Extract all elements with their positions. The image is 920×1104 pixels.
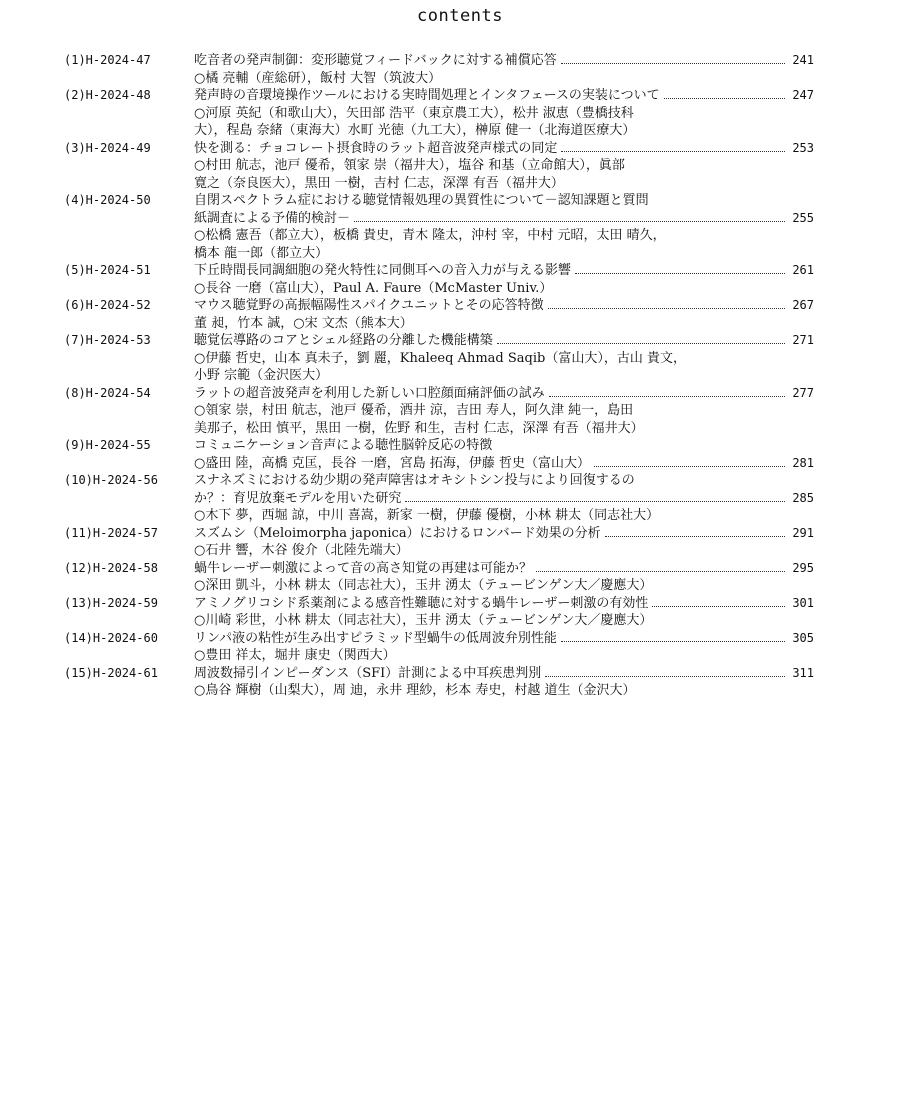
entry-code: (13)H-2024-59 <box>64 595 158 610</box>
entry-line-text: 発声時の音環境操作ツールにおける実時間処理とインタフェースの実装について <box>194 88 660 103</box>
entry-line <box>194 630 814 648</box>
entry-body <box>194 192 814 262</box>
entry-line-text: スナネズミにおける幼少期の発声障害はオキシトシン投与により回復するの <box>194 473 635 488</box>
entry-line <box>194 507 814 525</box>
leader-dots <box>664 98 785 99</box>
page-number: 255 <box>792 210 814 225</box>
entry-body <box>194 525 814 560</box>
entry-body <box>194 665 814 700</box>
entry-line-text: か？：育児放棄モデルを用いた研究 <box>194 490 402 506</box>
leader-dots <box>575 273 785 274</box>
entry-body <box>194 87 814 140</box>
leader-dots <box>354 221 785 222</box>
entry-line <box>194 560 814 578</box>
leader-dots <box>545 676 785 677</box>
entry-line-text: 周波数掃引インピーダンス（SFI）計測による中耳疾患判別 <box>194 665 542 681</box>
entry-line-text: ○深田 凱斗，小林 耕太（同志社大），玉井 湧太（テュービンゲン大／慶應大） <box>194 578 653 593</box>
entry-line <box>194 297 814 315</box>
entry-code: (6)H-2024-52 <box>64 298 151 312</box>
entry-body <box>194 262 814 297</box>
leader-dots <box>549 396 785 397</box>
page-number: 281 <box>792 455 814 470</box>
entry-line <box>194 665 814 683</box>
entry-line <box>194 262 814 280</box>
entry-line-text: 吃音者の発声制御：変形聴覚フィードバックに対する補償応答 <box>194 53 557 68</box>
entry-line-text: ○石井 響，木谷 俊介（北陸先端大） <box>194 543 409 558</box>
entry-line <box>194 210 814 228</box>
entry-line-text: マウス聴覚野の高振幅陽性スパイクユニットとその応答特徴 <box>194 298 544 313</box>
entry-code: (3)H-2024-49 <box>64 140 151 155</box>
entry-line <box>194 525 814 543</box>
entry-code: (4)H-2024-50 <box>64 193 151 207</box>
entry-code: (12)H-2024-58 <box>64 560 158 575</box>
entry-line <box>194 332 814 350</box>
leader-dots <box>561 63 785 64</box>
entry-line-text: 董 昶，竹本 誠，○宋 文杰（熊本大） <box>194 315 413 331</box>
entry-line-text: ○伊藤 哲史，山本 真未子，劉 麗，Khaleeq Ahmad Saqib（富山大），古山 貴文， <box>194 350 686 366</box>
leader-dots <box>561 641 785 642</box>
entry-line <box>194 402 814 420</box>
entry-line <box>194 315 814 333</box>
entry-code: (5)H-2024-51 <box>64 263 151 277</box>
toc-entry[interactable] <box>0 385 920 438</box>
entry-line <box>194 280 814 298</box>
page-number: 277 <box>792 385 814 400</box>
entry-body <box>194 297 814 332</box>
entry-line-text: 橋本 龍一郎（都立大） <box>194 245 329 261</box>
entry-line-text: リンパ液の粘性が生み出すピラミッド型蝸牛の低周波弁別性能 <box>194 630 557 646</box>
leader-dots <box>405 501 785 502</box>
entry-line <box>194 595 814 613</box>
page-number: 267 <box>792 298 814 312</box>
entry-line-text: ○領家 崇，村田 航志，池戸 優希，酒井 涼，吉田 寿人，阿久津 純一，島田 <box>194 403 634 418</box>
entry-line-text: ○川崎 彩世，小林 耕太（同志社大），玉井 湧太（テュービンゲン大／慶應大） <box>194 613 653 628</box>
page-heading: contents <box>417 6 503 26</box>
entry-line-text: 下丘時間長同調細胞の発火特性に同側耳への音入力が与える影響 <box>194 263 572 278</box>
entry-body <box>194 385 814 438</box>
toc-entry[interactable] <box>0 595 920 630</box>
leader-dots <box>561 151 785 152</box>
entry-line <box>194 385 814 403</box>
page-number: 291 <box>792 525 814 540</box>
entry-line-text: ○松橋 憲吾（都立大），板橋 貴史，青木 隆太，沖村 宰，中村 元昭，太田 晴久， <box>194 228 666 243</box>
entry-line-text: ○鳥谷 輝樹（山梨大），周 迪，永井 理紗，杉本 寿史，村越 道生（金沢大） <box>194 683 636 698</box>
page-number: 285 <box>792 490 814 505</box>
entry-code: (11)H-2024-57 <box>64 525 158 540</box>
entry-code: (1)H-2024-47 <box>64 53 151 67</box>
entry-code: (2)H-2024-48 <box>64 88 151 102</box>
entry-line-text: 自閉スペクトラム症における聴覚情報処理の異質性について－認知課題と質問 <box>194 193 649 208</box>
leader-dots <box>548 308 785 309</box>
entry-line-text: ○長谷 一磨（富山大），Paul A. Faure（McMaster Univ.） <box>194 280 553 296</box>
entry-line <box>194 472 814 490</box>
page-number: 301 <box>792 595 814 610</box>
entry-body <box>194 140 814 193</box>
entry-line-text: ○豊田 祥太，堀井 康史（関西大） <box>194 648 396 663</box>
entry-line <box>194 227 814 245</box>
entry-line <box>194 542 814 560</box>
entry-line-text: ○河原 英紀（和歌山大），矢田部 浩平（東京農工大），松井 淑恵（豊橋技科 <box>194 105 634 121</box>
entry-code: (9)H-2024-55 <box>64 438 151 452</box>
entry-line <box>194 612 814 630</box>
entry-line <box>194 350 814 368</box>
entry-line-text: 大），程島 奈緒（東海大）水町 光徳（九工大），榊原 健一（北海道医療大） <box>194 123 636 138</box>
leader-dots <box>594 466 785 467</box>
entry-line <box>194 490 814 508</box>
entry-line-text: ラットの超音波発声を利用した新しい口腔顔面痛評価の試み <box>194 385 545 401</box>
leader-dots <box>497 343 785 344</box>
entry-line-text: ○木下 夢，西堀 諒，中川 喜嵩，新家 一樹，伊藤 優樹，小林 耕太（同志社大） <box>194 508 660 523</box>
page-number: 295 <box>792 560 814 575</box>
page-number: 271 <box>792 333 814 347</box>
toc-entry[interactable] <box>0 332 920 385</box>
leader-dots <box>536 571 785 572</box>
toc-entry[interactable] <box>0 630 920 665</box>
entry-line-text: 小野 宗範（金沢医大） <box>194 368 329 383</box>
leader-dots <box>605 536 785 537</box>
entry-line <box>194 175 814 193</box>
page-number: 241 <box>792 53 814 67</box>
page-number: 261 <box>792 263 814 277</box>
toc-entry[interactable] <box>0 140 920 193</box>
entry-line <box>194 245 814 263</box>
entry-line-text: アミノグリコシド系薬剤による感音性難聴に対する蝸牛レーザー刺激の有効性 <box>194 595 649 611</box>
entry-line <box>194 682 814 700</box>
entry-line-text: 聴覚伝導路のコアとシェル経路の分離した機能構築 <box>194 333 493 348</box>
entry-code: (8)H-2024-54 <box>64 385 151 400</box>
entry-line-text: 寛之（奈良医大），黒田 一樹，吉村 仁志，深澤 有吾（福井大） <box>194 175 564 191</box>
table-of-contents <box>0 52 920 700</box>
entry-line <box>194 140 814 158</box>
entry-line <box>194 122 814 140</box>
entry-body <box>194 437 814 472</box>
toc-entry[interactable] <box>0 262 920 297</box>
page-number: 247 <box>792 88 814 102</box>
entry-line-text: 蝸牛レーザー刺激によって音の高さ知覚の再建は可能か？ <box>194 560 533 576</box>
entry-line <box>194 87 814 105</box>
entry-code: (15)H-2024-61 <box>64 665 158 680</box>
entry-line <box>194 455 814 473</box>
toc-entry[interactable] <box>0 525 920 560</box>
entry-line <box>194 367 814 385</box>
toc-entry[interactable] <box>0 87 920 140</box>
entry-line <box>194 105 814 123</box>
entry-line <box>194 157 814 175</box>
leader-dots <box>652 606 785 607</box>
toc-entry[interactable] <box>0 52 920 87</box>
entry-body <box>194 472 814 525</box>
toc-entry[interactable] <box>0 665 920 700</box>
entry-line <box>194 420 814 438</box>
toc-entry[interactable] <box>0 560 920 595</box>
entry-body <box>194 595 814 630</box>
toc-entry[interactable] <box>0 297 920 332</box>
toc-entry[interactable] <box>0 437 920 472</box>
entry-line-text: 紙調査による予備的検討－ <box>194 210 351 226</box>
entry-line <box>194 647 814 665</box>
page-number: 311 <box>792 665 814 680</box>
entry-code: (7)H-2024-53 <box>64 333 151 347</box>
entry-line <box>194 192 814 210</box>
entry-line-text: 美那子，松田 慎平，黒田 一樹，佐野 和生，吉村 仁志，深澤 有吾（福井大） <box>194 420 644 436</box>
entry-body <box>194 560 814 595</box>
entry-line <box>194 52 814 70</box>
page-number: 305 <box>792 630 814 645</box>
entry-line <box>194 437 814 455</box>
entry-code: (14)H-2024-60 <box>64 630 158 645</box>
entry-line-text: コミュニケーション音声による聴性脳幹反応の特徴 <box>194 438 493 453</box>
entry-line <box>194 70 814 88</box>
entry-line <box>194 577 814 595</box>
entry-line-text: ○村田 航志，池戸 優希，領家 崇（福井大），塩谷 和基（立命館大），眞部 <box>194 158 625 173</box>
page-number: 253 <box>792 140 814 155</box>
toc-entry[interactable] <box>0 472 920 525</box>
entry-body <box>194 630 814 665</box>
entry-line-text: ○橘 亮輔（産総研），飯村 大智（筑波大） <box>194 70 442 86</box>
entry-code: (10)H-2024-56 <box>64 473 158 487</box>
entry-body <box>194 332 814 385</box>
entry-line-text: スズムシ（Meloimorpha japonica）におけるロンバード効果の分析 <box>194 525 601 541</box>
entry-line-text: ○盛田 陸，高橋 克匡，長谷 一磨，宮島 拓海，伊藤 哲史（富山大） <box>194 455 591 471</box>
toc-entry[interactable] <box>0 192 920 262</box>
entry-body <box>194 52 814 87</box>
entry-line-text: 快を測る：チョコレート摂食時のラット超音波発声様式の同定 <box>194 140 558 156</box>
